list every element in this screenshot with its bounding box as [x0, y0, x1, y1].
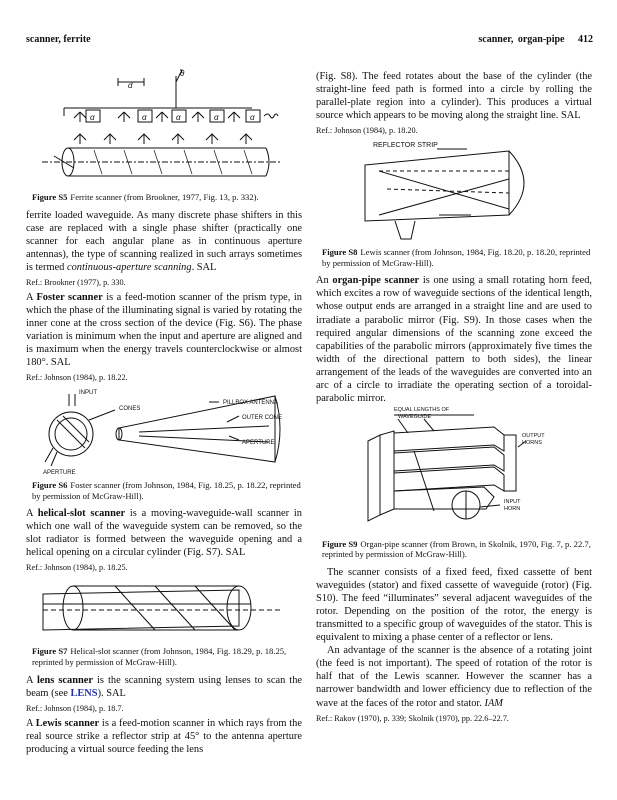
figure-s8-caption	[322, 247, 592, 268]
reference: Ref.: Rakov (1970), p. 339; Skolnik (1970), pp. 22.6–22.7.	[316, 713, 509, 723]
definition-text: is the scanning system using lenses to scan the beam (see	[26, 674, 303, 699]
figure-tag: Figure S6	[32, 480, 68, 491]
figure-s9-organ-pipe-scanner	[354, 405, 554, 535]
figure-tag: Figure S5	[32, 192, 68, 202]
label-waveguide: WAVEGUIDE	[398, 413, 432, 420]
running-head-left: scanner, ferrite	[26, 34, 91, 45]
label-input: INPUT	[504, 498, 521, 505]
figure-s5-caption	[32, 192, 302, 203]
paragraph-text: An advantage of the scanner is the absence of a rotating joint (the feed is not important). The speed of rotation of the rotor is half that of the Lewis scanner. However the scanner has a narrower bandwidth and lower efficiency due to reflection of the wave at the faces of the rotor and stator.	[316, 645, 592, 709]
headword: lens scanner	[36, 674, 93, 686]
spacing-d-label: d	[128, 81, 133, 90]
article: A	[26, 508, 38, 520]
definition-text: is one using a small rotating horn feed, which excites a row of waveguide sections of the identical length, whose output ends are arranged in a straight line and are used to irradiate a parabolic mirror (Fig. S9). In those cases when the required angular dimensions of the scanning zone exceed the capabilities of the parabolic mirrors (approximately five times the width of the directional pattern to both sides), the linear arrangement of the leads of the waveguides are converted into an arc of a circle to irradiate the operating section of a toroidal-parabolic mirror.	[316, 275, 592, 404]
theta-label: θ	[180, 69, 185, 78]
entry-helical-slot-scanner	[26, 507, 302, 559]
reference: Ref.: Johnson (1984), p. 18.7.	[26, 703, 124, 713]
caption-text: Organ-pipe scanner (from Brown, in Skolnik, 1970, Fig. 7, p. 22.7, reprinted by permission of McGraw-Hill).	[322, 538, 591, 560]
definition-text: is a feed-motion scanner of the prism type, in which the phase of the illuminating signal is varied by rotating the inner cone at the cross section of the device (Fig. S6). The phase variation is minimum when the input and aperture are aligned and is maximum when the energy travels counterclockwise or almost 180°. SAL	[26, 291, 302, 369]
definition-end: ). SAL	[97, 687, 126, 699]
running-head-title: scanner, organ-pipe	[478, 34, 565, 45]
label-aperture: APERTURE	[242, 440, 275, 447]
label-pillbox-antenna: PILLBOX ANTENNA	[223, 400, 279, 407]
paragraph-text: ferrite loaded waveguide. As many discrete phase shifters in this case are replaced with a single phase shifter (practically one scanner for each angular plane as in continuous aperture antennas), the type of scanning realized in such arrays sometimes is termed	[26, 209, 302, 273]
figure-s5-ferrite-scanner	[34, 64, 294, 188]
left-column	[26, 64, 302, 756]
figure-s6-caption	[32, 480, 302, 501]
label-cones: CONES	[119, 406, 141, 413]
running-head-right	[478, 34, 593, 45]
headword: Lewis scanner	[35, 717, 100, 729]
reference: Ref.: Johnson (1984), p. 18.22.	[26, 373, 128, 383]
paragraph-advantage	[316, 644, 592, 709]
entry-organ-pipe-scanner	[316, 274, 592, 404]
article: A	[26, 291, 37, 303]
figure-tag: Figure S7	[32, 646, 68, 657]
cross-reference-link-lens[interactable]: LENS	[70, 687, 98, 699]
label-horn: HORN	[504, 505, 521, 512]
term-italic: continuous-aperture scanning	[66, 261, 192, 273]
label-equal-lengths: EQUAL LENGTHS OF	[394, 406, 450, 413]
paragraph-ferrite	[26, 209, 302, 274]
label-output: OUTPUT	[522, 432, 545, 439]
label-input: INPUT	[79, 390, 97, 397]
alpha-label: α	[176, 113, 181, 122]
label-outer-cone: OUTER CONE	[242, 415, 283, 422]
caption-text: Lewis scanner (from Johnson, 1984, Fig. 18.20, p. 18.20, reprinted by permission of McGraw-Hill).	[322, 247, 591, 268]
label-reflector-strip: REFLECTOR STRIP	[373, 142, 438, 150]
entry-foster-scanner	[26, 291, 302, 369]
alpha-label: α	[214, 113, 219, 122]
entry-lens-scanner	[26, 674, 302, 700]
figure-s7-helical-slot-scanner	[33, 576, 295, 642]
reference: Ref.: Brookner (1977), p. 330.	[26, 277, 126, 287]
author-signature: IAM	[484, 697, 503, 709]
article: An	[316, 275, 333, 287]
article: A	[26, 674, 37, 686]
definition-text: is a moving-waveguide-wall scanner in which one wall of the waveguide system can be removed, so the slot radiator is formed between the waveguide opening and a helical opening on a circular cylinder (Fig. S7). SAL	[26, 508, 302, 559]
figure-s6-foster-scanner	[39, 386, 289, 476]
label-aperture-2: APERTURE	[43, 470, 76, 477]
headword: Foster scanner	[36, 291, 103, 303]
right-column	[316, 70, 592, 727]
caption-text: Foster scanner (from Johnson, 1984, Fig. 18.25, p. 18.22, reprinted by permission of McGraw-Hill).	[32, 480, 301, 501]
paragraph-stator-rotor: The scanner consists of a fixed feed, fixed cassette of bent waveguides (stator) and fixed cassette of waveguide (rotor) (Fig. S10). The feed “illuminates” several adjacent waveguides of the rotor. Depending on the position of the rotor, the energy is transmitted to a specific group of waveguides of the stator. This is equivalent to mixing a phase center of a reflector or lens.	[316, 567, 592, 644]
figure-s8-lewis-scanner	[359, 139, 549, 243]
caption-text: Ferrite scanner (from Brookner, 1977, Fig. 13, p. 332).	[70, 192, 259, 202]
entry-lewis-scanner	[26, 717, 302, 756]
alpha-label: α	[142, 113, 147, 122]
figure-tag: Figure S8	[322, 247, 358, 258]
figure-tag: Figure S9	[322, 538, 358, 549]
page-number: 412	[578, 34, 593, 45]
alpha-label: α	[90, 113, 95, 122]
label-horns: HORNS	[522, 439, 542, 446]
paragraph-lewis-continued: (Fig. S8). The feed rotates about the base of the cylinder (the straight-line feed path is formed into a circle by rolling the parallel-plate region into a cylinder). This produces a virtual source which appears to be moving along the straight line. SAL	[316, 71, 592, 122]
reference: Ref.: Johnson (1984), p. 18.20.	[316, 126, 418, 136]
author-signature: . SAL	[191, 261, 217, 273]
alpha-label: α	[250, 113, 255, 122]
headword: helical-slot scanner	[37, 508, 126, 520]
headword: organ-pipe scanner	[332, 275, 420, 287]
figure-s9-caption	[322, 539, 592, 560]
definition-text: is a feed-motion scanner in which rays from the real source strike a reflector strip at 45° to the antenna aperture producing a virtual source feeding the lens	[26, 717, 302, 755]
article: A	[26, 717, 36, 729]
reference: Ref.: Johnson (1984), p. 18.25.	[26, 563, 128, 573]
caption-text: Helical-slot scanner (from Johnson, 1984, Fig. 18.29, p. 18.25, reprinted by permission of McGraw-Hill).	[32, 646, 287, 668]
figure-s7-caption	[32, 646, 302, 667]
